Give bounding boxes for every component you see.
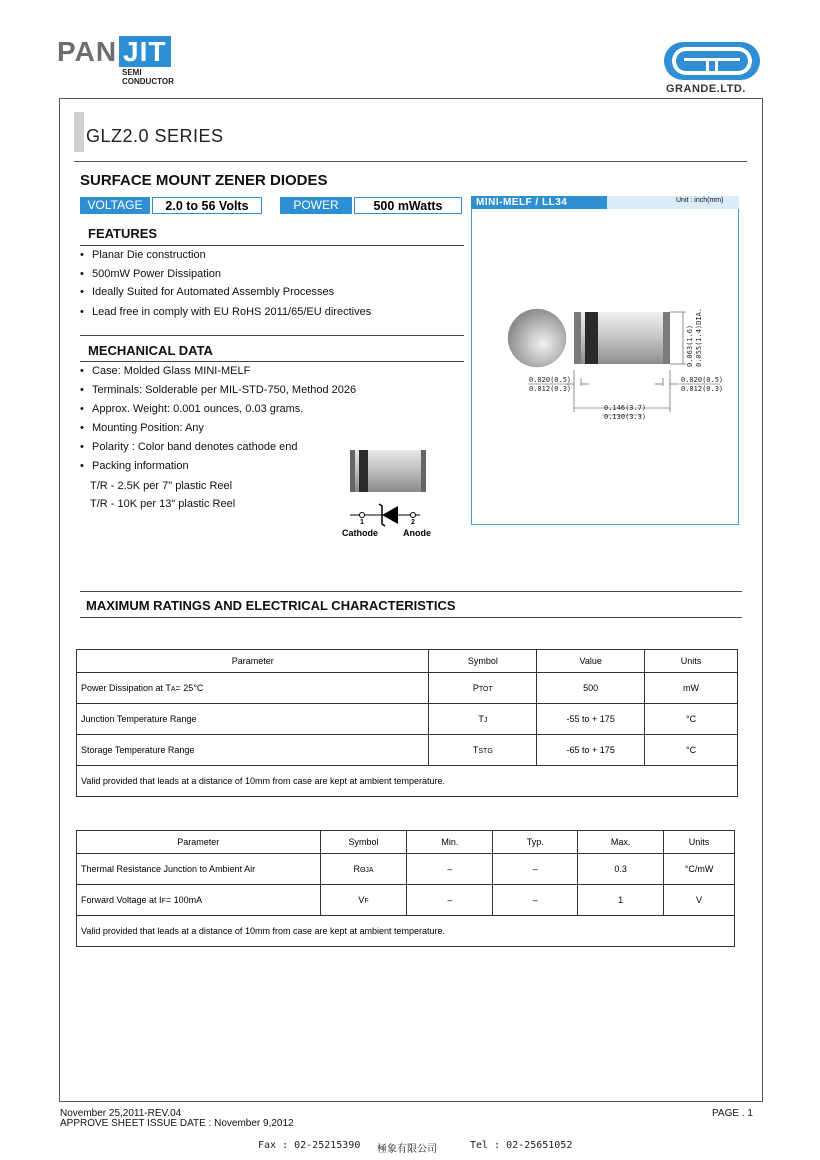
col-header: Typ.	[493, 831, 578, 854]
band-left-max: 0.020(0.5)	[529, 376, 572, 384]
list-item: • 500mW Power Dissipation	[80, 265, 371, 284]
unit-cell: °C/mW	[664, 854, 735, 885]
cathode-label: Cathode	[342, 528, 378, 538]
typ-cell: –	[493, 854, 578, 885]
list-item: • Planar Die construction	[80, 246, 371, 265]
brand-jit: JIT	[119, 36, 170, 67]
length-dimension	[604, 404, 646, 422]
symbol-cell: VF	[320, 885, 407, 916]
value-cell: 500	[537, 673, 645, 704]
panjit-logo	[57, 36, 171, 68]
voltage-label: VOLTAGE	[80, 197, 150, 214]
table-row	[77, 673, 738, 704]
col-header: Max.	[578, 831, 664, 854]
list-item: • Packing information	[80, 457, 356, 476]
title-accent	[74, 112, 84, 152]
thermal-table	[76, 830, 735, 947]
table-note: Valid provided that leads at a distance of 10mm from case are kept at ambient temperature.	[77, 766, 738, 797]
param-cell: Thermal Resistance Junction to Ambient Air	[77, 854, 321, 885]
col-header: Units	[664, 831, 735, 854]
band-right-max: 0.020(0.5)	[681, 376, 724, 384]
unit-cell: mW	[645, 673, 738, 704]
col-header: Symbol	[429, 650, 537, 673]
table-note-row	[77, 766, 738, 797]
fax-number: Fax : 02-25215390	[258, 1140, 361, 1151]
pin-1-label: 1	[360, 519, 364, 526]
table-note-row	[77, 916, 735, 947]
band-right-dimension	[681, 376, 723, 394]
unit-cell: °C	[645, 704, 738, 735]
symbol-cell: PTOT	[429, 673, 537, 704]
param-cell: Storage Temperature Range	[77, 735, 429, 766]
col-header: Min.	[407, 831, 493, 854]
param-cell: Junction Temperature Range	[77, 704, 429, 735]
ratings-divider	[80, 617, 742, 618]
band-right-min: 0.012(0.3)	[681, 385, 724, 393]
max-cell: 1	[578, 885, 664, 916]
unit-cell: V	[664, 885, 735, 916]
band-left-dimension	[529, 376, 571, 394]
value-cell: -65 to + 175	[537, 735, 645, 766]
table-row	[77, 704, 738, 735]
table-row	[77, 854, 735, 885]
value-cell: -55 to + 175	[537, 704, 645, 735]
list-item: • Mounting Position: Any	[80, 419, 356, 438]
dia-max: 0.063(1.6)	[686, 324, 694, 367]
package-name: MINI-MELF / LL34	[471, 196, 607, 209]
min-cell: –	[407, 854, 493, 885]
anode-label: Anode	[403, 528, 431, 538]
param-cell: Power Dissipation at TA= 25°C	[77, 673, 429, 704]
package-unit: Unit : inch(mm)	[676, 197, 724, 204]
approve-date: APPROVE SHEET ISSUE DATE : November 9,2012	[60, 1118, 294, 1129]
voltage-value: 2.0 to 56 Volts	[152, 197, 262, 214]
partner-name: GRANDE.LTD.	[666, 83, 746, 95]
table-row	[77, 735, 738, 766]
table-row	[77, 885, 735, 916]
max-cell: 0.3	[578, 854, 664, 885]
company-name: 極象有限公司	[377, 1144, 437, 1155]
col-header: Parameter	[77, 831, 321, 854]
footer-dates	[60, 1109, 294, 1129]
col-header: Value	[537, 650, 645, 673]
col-header: Units	[645, 650, 738, 673]
dia-min: 0.055(1.4)DIA.	[695, 307, 703, 367]
list-item: • Polarity : Color band denotes cathode end	[80, 438, 356, 457]
dia-dimension	[686, 307, 726, 372]
brand-pan: PAN	[57, 36, 118, 67]
list-item: • Approx. Weight: 0.001 ounces, 0.03 grams.	[80, 400, 356, 419]
col-header: Symbol	[320, 831, 407, 854]
table-header-row	[77, 650, 738, 673]
ratings-title: MAXIMUM RATINGS AND ELECTRICAL CHARACTERISTICS	[86, 598, 456, 613]
typ-cell: –	[493, 885, 578, 916]
symbol-cell: RΘJA	[320, 854, 407, 885]
table-note: Valid provided that leads at a distance of 10mm from case are kept at ambient temperature.	[77, 916, 735, 947]
title-divider	[74, 161, 747, 162]
band-left-min: 0.012(0.3)	[529, 385, 572, 393]
packing-line-2: T/R - 10K per 13" plastic Reel	[90, 498, 236, 510]
unit-cell: °C	[645, 735, 738, 766]
brand-subtitle	[122, 68, 174, 86]
len-max: 0.146(3.7)	[604, 404, 647, 412]
power-label: POWER	[280, 197, 352, 214]
features-title: FEATURES	[88, 226, 158, 241]
power-value: 500 mWatts	[354, 197, 462, 214]
min-cell: –	[407, 885, 493, 916]
col-header: Parameter	[77, 650, 429, 673]
param-cell: Forward Voltage at IF= 100mA	[77, 885, 321, 916]
brand-sub-2: CONDUCTOR	[122, 77, 174, 86]
list-item: • Case: Molded Glass MINI-MELF	[80, 362, 356, 381]
list-item: • Terminals: Solderable per MIL-STD-750, Method 2026	[80, 381, 356, 400]
table-header-row	[77, 831, 735, 854]
features-list	[80, 246, 371, 321]
brand-sub-1: SEMI	[122, 68, 142, 77]
packing-line-1: T/R - 2.5K per 7" plastic Reel	[90, 480, 233, 492]
page-title: GLZ2.0 SERIES	[86, 126, 224, 146]
tel-number: Tel : 02-25651052	[470, 1140, 573, 1151]
grande-logo-icon	[662, 40, 762, 82]
list-item: • Ideally Suited for Automated Assembly Processes	[80, 283, 371, 302]
pin-2-label: 2	[411, 519, 415, 526]
page-number: PAGE . 1	[712, 1108, 753, 1119]
list-item: • Lead free in comply with EU RoHS 2011/65/EU directives	[80, 303, 371, 322]
symbol-cell: TJ	[429, 704, 537, 735]
packing-info	[90, 477, 235, 513]
ratings-table	[76, 649, 738, 797]
symbol-cell: TSTG	[429, 735, 537, 766]
revision-date: November 25,2011-REV.04	[60, 1108, 182, 1119]
ratings-top-divider	[80, 591, 742, 592]
mechanical-title: MECHANICAL DATA	[88, 343, 213, 358]
page-subtitle: SURFACE MOUNT ZENER DIODES	[80, 172, 328, 189]
len-min: 0.130(3.3)	[604, 413, 647, 421]
mechanical-list	[80, 362, 356, 476]
mechanical-top-divider	[80, 335, 464, 336]
